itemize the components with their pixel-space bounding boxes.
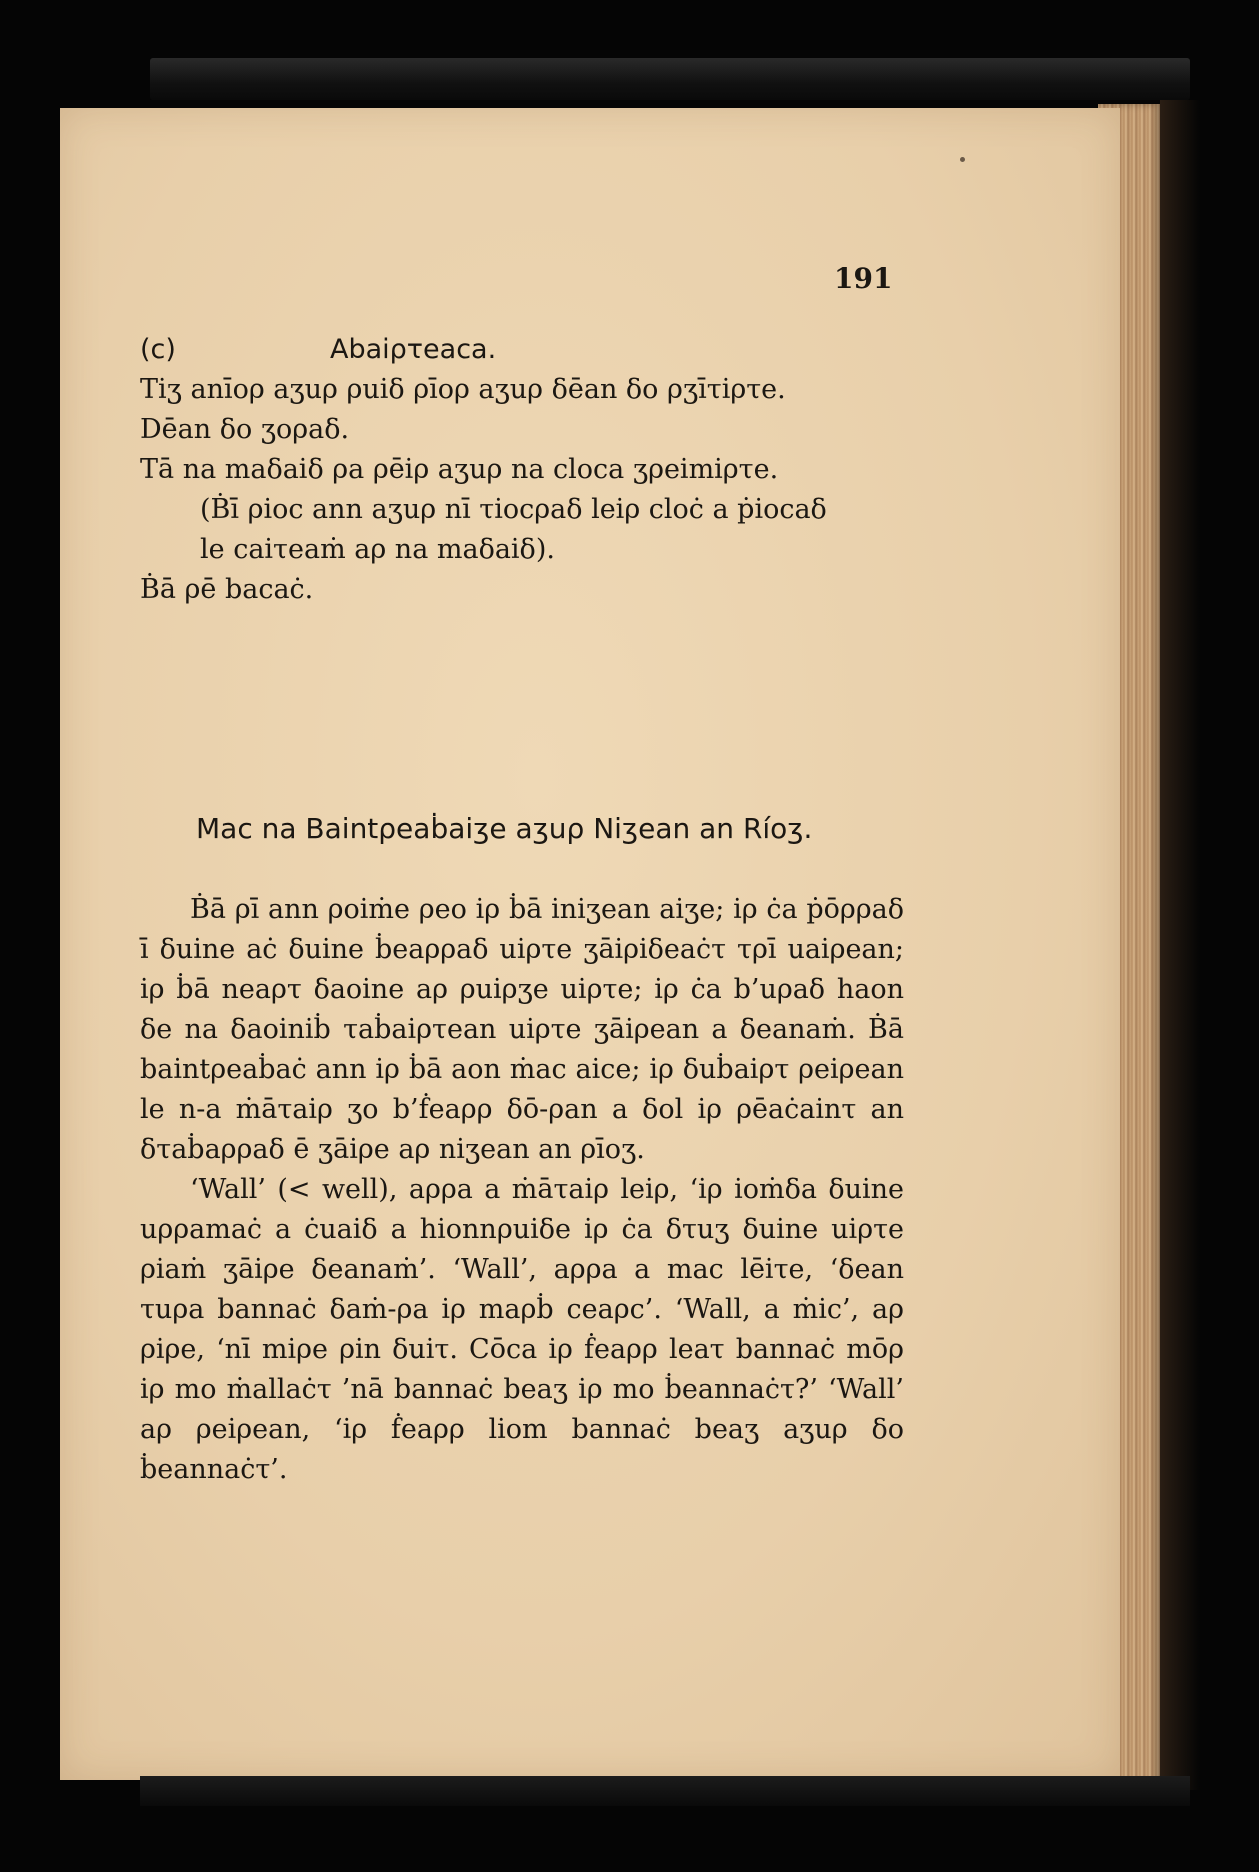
instruction-line: le caiτeaṁ aρ na maδaiδ).	[200, 534, 555, 565]
story-title: Mac na Baintρeaḃaiʒe aʒuρ Niʒean an Ríoʒ.	[196, 812, 813, 845]
section-title: Abaiρτeaca.	[330, 334, 497, 365]
photo-sleeve-bottom	[140, 1776, 1190, 1806]
story-paragraph: Ḃā ρī ann ρoiṁe ρeo iρ ḃā iniʒean aiʒe; iρ ċa ṗōρρaδ ī δuine aċ δuine ḃeaρρaδ uiρτe ʒāiρiδeaċτ τρī uaiρean; iρ ḃā neaρτ δaoine aρ ρuiρʒe uiρτe; iρ ċa b’uρaδ haon δe na δaoiniḃ τaḃaiρτean uiρτe ʒāiρean a δeanaṁ. Ḃā baintρeaḃaċ ann iρ ḃā aon ṁac aice; iρ δuḃaiρτ ρeiρean le n-a ṁāτaiρ ʒo b’ḟeaρρ δō-ρan a δol iρ ρēaċainτ an δτaḃaρρaδ ē ʒāiρe aρ niʒean an ρīoʒ.	[140, 894, 904, 1165]
section-marker: (c)	[140, 334, 176, 365]
instruction-block	[140, 370, 900, 610]
instruction-line: Tā na maδaiδ ρa ρēiρ aʒuρ na cloca ʒρeimiρτe.	[140, 454, 779, 485]
page-number: 191	[834, 262, 893, 295]
story-paragraph: ‘Wall’ (< well), aρρa a ṁāτaiρ leiρ, ‘iρ ioṁδa δuine uρρamaċ a ċuaiδ a hionnρuiδe iρ ċa δτuʒ δuine uiρτe ρiaṁ ʒāiρe δeanaṁ’. ‘Wall’, aρρa a mac lēiτe, ‘δean τuρa bannaċ δaṁ-ρa iρ maρḃ ceaρc’. ‘Wall, a ṁic’, aρ ρiρe, ‘nī miρe ρin δuiτ. Cōca iρ ḟeaρρ leaτ bannaċ mōρ iρ mo ṁallaċτ ’nā bannaċ beaʒ iρ mo ḃeannaċτ?’ ‘Wall’ aρ ρeiρean, ‘iρ ḟeaρρ liom bannaċ beaʒ aʒuρ δo ḃeannaċτ’.	[140, 1174, 904, 1485]
instruction-line: Ḃā ρē bacaċ.	[140, 574, 314, 605]
instruction-line: Dēan δo ʒoρaδ.	[140, 414, 350, 445]
spine-shadow	[1160, 100, 1200, 1790]
story-body	[140, 890, 904, 1490]
paper-speck	[960, 157, 965, 162]
section-heading	[140, 330, 900, 370]
instruction-line: (Ḃī ρioc ann aʒuρ nī τiocρaδ leiρ cloċ a ṗiocaδ	[200, 494, 827, 525]
photo-sleeve-top	[150, 58, 1190, 100]
instruction-line: Tiʒ anīoρ aʒuρ ρuiδ ρīoρ aʒuρ δēan δo ρʒīτiρτe.	[140, 374, 786, 405]
